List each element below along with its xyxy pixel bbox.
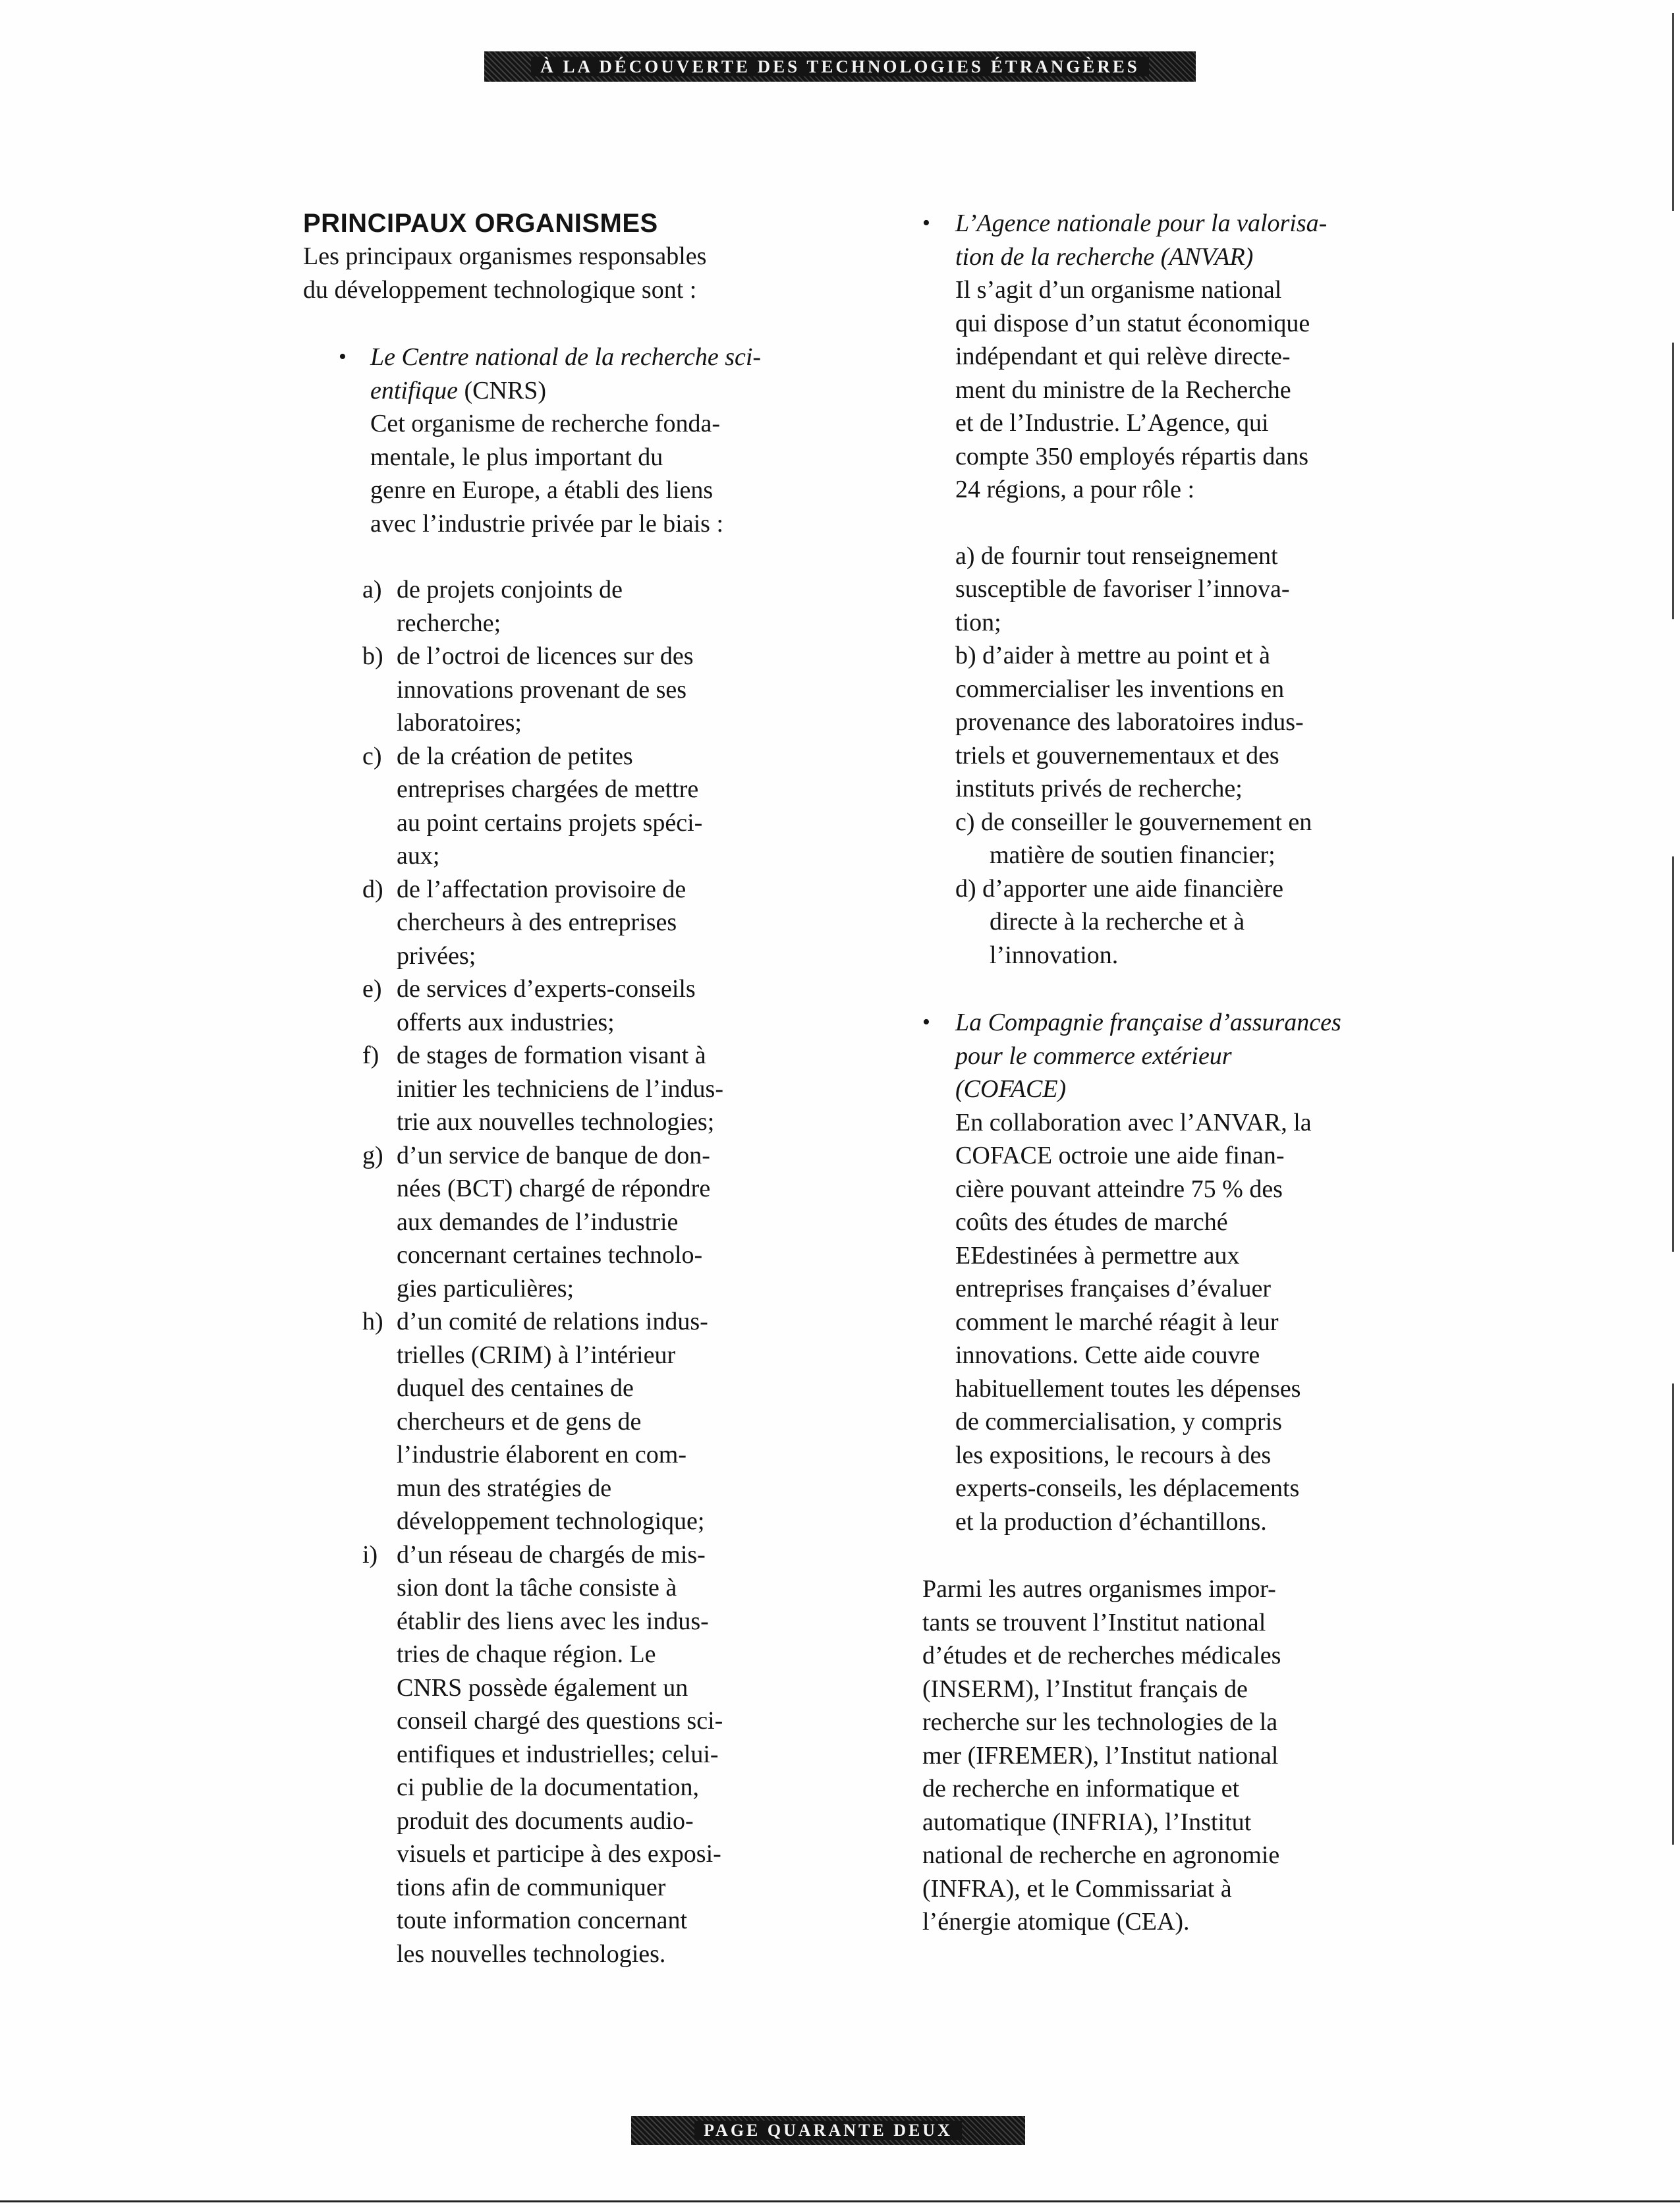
- list-item-line: d’un comité de relations indus-: [397, 1308, 708, 1335]
- list-item-line: CNRS possède également un: [397, 1673, 688, 1702]
- list-item: [362, 1538, 804, 1971]
- coface-body-line: COFACE octroie une aide finan-: [955, 1142, 1285, 1169]
- list-item-label: h): [362, 1308, 383, 1335]
- list-item-line: trie aux nouvelles technologies;: [397, 1108, 715, 1136]
- list-item-line: recherche;: [397, 609, 501, 637]
- list-item-line: commercialiser les inventions en: [955, 675, 1285, 703]
- list-item-line: innovations provenant de ses: [397, 675, 687, 704]
- cnrs-body-line: Cet organisme de recherche fonda-: [370, 410, 721, 437]
- list-item-line: de la création de petites: [397, 742, 633, 770]
- anvar-title-line: tion de la recherche (ANVAR): [955, 242, 1254, 271]
- list-item-line: d) d’apporter une aide financière: [955, 874, 1283, 903]
- list-item-line: chercheurs à des entreprises: [397, 908, 677, 936]
- cnrs-list: [362, 573, 804, 1970]
- list-item: [362, 1039, 804, 1139]
- anvar-body-line: 24 régions, a pour rôle :: [955, 476, 1195, 503]
- scan-edge-line: [1672, 856, 1674, 1252]
- coface-body-line: comment le marché réagit à leur: [955, 1308, 1279, 1336]
- coface-body-line: les expositions, le recours à des: [955, 1441, 1272, 1469]
- coface-body-line: et la production d’échantillons.: [955, 1507, 1267, 1536]
- list-item-line: de l’affectation provisoire de: [397, 875, 686, 903]
- list-item-line: offerts aux industries;: [397, 1008, 615, 1036]
- left-column: [303, 207, 804, 1970]
- bullet-dot-icon: •: [922, 211, 930, 235]
- list-item-label: d): [362, 875, 383, 903]
- coface-entry: [922, 1006, 1397, 1538]
- list-item-line: de projets conjoints de: [397, 576, 623, 603]
- intro-line: Les principaux organismes responsables: [303, 242, 707, 270]
- list-item-line: c) de conseiller le gouvernement en: [955, 808, 1312, 836]
- list-item-line: duquel des centaines de: [397, 1374, 634, 1402]
- scan-bottom-rule: [0, 2200, 1680, 2202]
- list-item-line: sion dont la tâche consiste à: [397, 1574, 677, 1602]
- coface-body-line: experts-conseils, les déplacements: [955, 1474, 1300, 1502]
- list-item-line: tion;: [955, 608, 1001, 636]
- coface-body-line: cière pouvant atteindre 75 % des: [955, 1175, 1283, 1203]
- cnrs-body-line: mentale, le plus important du: [370, 443, 663, 471]
- list-item-line: b) d’aider à mettre au point et à: [955, 642, 1270, 669]
- list-item-line: susceptible de favoriser l’innova-: [955, 575, 1290, 603]
- section-banner: [484, 51, 1196, 82]
- closing-line: Parmi les autres organismes impor-: [922, 1575, 1276, 1603]
- section-banner-text: À LA DÉCOUVERTE DES TECHNOLOGIES ÉTRANGÈRES: [531, 57, 1149, 76]
- bullet-dot-icon: •: [922, 1010, 930, 1034]
- list-item-label: g): [362, 1141, 383, 1169]
- coface-title-line: pour le commerce extérieur: [955, 1042, 1232, 1070]
- list-item-line: conseil chargé des questions sci-: [397, 1707, 723, 1735]
- closing-line: tants se trouvent l’Institut national: [922, 1608, 1266, 1636]
- list-item-line: tions afin de communiquer: [397, 1873, 666, 1901]
- closing-line: (INFRA), et le Commissariat à: [922, 1874, 1232, 1903]
- closing-line: automatique (INFRIA), l’Institut: [922, 1808, 1252, 1836]
- section-heading: PRINCIPAUX ORGANISMES: [303, 209, 658, 238]
- list-item-line: aux;: [397, 842, 440, 870]
- cnrs-entry: [303, 341, 804, 540]
- list-item-line: produit des documents audio-: [397, 1806, 694, 1835]
- list-item-line: visuels et participe à des exposi-: [397, 1840, 721, 1868]
- list-item-label: f): [362, 1042, 379, 1069]
- list-item: [362, 573, 804, 640]
- anvar-body-line: indépendant et qui relève directe-: [955, 343, 1291, 370]
- list-item-line: initier les techniciens de l’indus-: [397, 1075, 723, 1103]
- list-item-line: concernant certaines technolo-: [397, 1241, 703, 1269]
- anvar-entry: [922, 207, 1397, 972]
- list-item-line: triels et gouvernementaux et des: [955, 741, 1279, 769]
- list-item: [362, 873, 804, 973]
- list-item-line: établir des liens avec les indus-: [397, 1607, 709, 1635]
- anvar-body-line: ment du ministre de la Recherche: [955, 376, 1291, 404]
- page-number-text: PAGE QUARANTE DEUX: [694, 2121, 962, 2140]
- list-item: [955, 540, 1397, 640]
- closing-line: national de recherche en agronomie: [922, 1841, 1280, 1869]
- list-item-line: privées;: [397, 941, 476, 970]
- list-item-line: instituts privés de recherche;: [955, 775, 1243, 802]
- list-item-line: entreprises chargées de mettre: [397, 775, 699, 803]
- cnrs-body-line: genre en Europe, a établi des liens: [370, 476, 714, 504]
- list-item-line: entifiques et industrielles; celui-: [397, 1740, 719, 1768]
- anvar-body-line: compte 350 employés répartis dans: [955, 442, 1309, 470]
- closing-paragraph: [922, 1573, 1397, 1939]
- list-item-line: de stages de formation visant à: [397, 1042, 706, 1069]
- list-item-line: développement technologique;: [397, 1507, 705, 1535]
- closing-line: de recherche en informatique et: [922, 1775, 1240, 1802]
- anvar-list: [955, 540, 1397, 972]
- cnrs-abbreviation: (CNRS): [457, 376, 547, 405]
- list-item-line: au point certains projets spéci-: [397, 808, 703, 837]
- scan-edge-line: [1672, 343, 1674, 619]
- list-item-label: i): [362, 1540, 378, 1569]
- list-item-label: a): [362, 576, 382, 603]
- bullet-dot-icon: •: [339, 345, 347, 369]
- list-item-line: l’industrie élaborent en com-: [397, 1441, 687, 1468]
- list-item: [362, 1139, 804, 1306]
- list-item: [362, 740, 804, 873]
- cnrs-title-line: entifique: [370, 376, 458, 405]
- coface-body-line: innovations. Cette aide couvre: [955, 1341, 1260, 1369]
- cnrs-body-line: avec l’industrie privée par le biais :: [370, 509, 724, 538]
- list-item-line: d’un réseau de chargés de mis-: [397, 1540, 706, 1569]
- coface-body-line: habituellement toutes les dépenses: [955, 1374, 1301, 1403]
- anvar-body-line: et de l’Industrie. L’Agence, qui: [955, 409, 1269, 437]
- list-item-line: mun des stratégies de: [397, 1474, 612, 1502]
- list-item: [955, 872, 1397, 972]
- list-item: [362, 972, 804, 1039]
- coface-body-line: entreprises françaises d’évaluer: [955, 1275, 1271, 1302]
- intro-paragraph: [303, 240, 804, 306]
- page-number-banner: [631, 2116, 1025, 2145]
- list-item-label: c): [362, 742, 382, 770]
- list-item-line: directe à la recherche et à: [990, 908, 1245, 936]
- closing-line: recherche sur les technologies de la: [922, 1708, 1278, 1736]
- closing-line: (INSERM), l’Institut français de: [922, 1675, 1248, 1703]
- closing-line: mer (IFREMER), l’Institut national: [922, 1741, 1279, 1770]
- right-column: [922, 207, 1397, 1939]
- list-item-line: les nouvelles technologies.: [397, 1940, 666, 1968]
- anvar-body-line: Il s’agit d’un organisme national: [955, 276, 1282, 304]
- list-item-line: toute information concernant: [397, 1907, 688, 1934]
- closing-line: l’énergie atomique (CEA).: [922, 1908, 1190, 1936]
- list-item: [955, 806, 1397, 872]
- coface-body-line: de commercialisation, y compris: [955, 1408, 1282, 1436]
- list-item-line: de l’octroi de licences sur des: [397, 642, 694, 670]
- list-item-line: gies particulières;: [397, 1274, 574, 1302]
- coface-body-line: En collaboration avec l’ANVAR, la: [955, 1108, 1312, 1136]
- anvar-body-line: qui dispose d’un statut économique: [955, 309, 1310, 337]
- list-item-line: nées (BCT) chargé de répondre: [397, 1175, 711, 1202]
- coface-body-line: EEdestinées à permettre aux: [955, 1241, 1240, 1270]
- list-item-line: laboratoires;: [397, 709, 522, 737]
- list-item-line: ci publie de la documentation,: [397, 1774, 700, 1801]
- list-item-line: provenance des laboratoires indus-: [955, 708, 1304, 736]
- list-item-line: de services d’experts-conseils: [397, 975, 696, 1003]
- list-item-label: e): [362, 975, 382, 1003]
- list-item-line: l’innovation.: [990, 941, 1119, 969]
- list-item-line: tries de chaque région. Le: [397, 1640, 656, 1668]
- coface-title-line: La Compagnie française d’assurances: [955, 1009, 1341, 1036]
- coface-title-line: (COFACE): [955, 1075, 1067, 1103]
- scan-edge-line: [1672, 13, 1674, 211]
- list-item: [362, 1305, 804, 1538]
- closing-line: d’études et de recherches médicales: [922, 1642, 1281, 1669]
- anvar-title-line: L’Agence nationale pour la valorisa-: [955, 210, 1328, 237]
- scan-edge-line: [1672, 1383, 1674, 1845]
- list-item-line: chercheurs et de gens de: [397, 1407, 642, 1436]
- list-item-line: aux demandes de l’industrie: [397, 1208, 679, 1236]
- intro-line: du développement technologique sont :: [303, 275, 697, 304]
- list-item: [955, 639, 1397, 806]
- list-item-line: d’un service de banque de don-: [397, 1141, 710, 1169]
- list-item-line: a) de fournir tout renseignement: [955, 542, 1278, 570]
- list-item: [362, 640, 804, 740]
- list-item-line: matière de soutien financier;: [990, 841, 1275, 869]
- coface-body-line: coûts des études de marché: [955, 1208, 1228, 1236]
- list-item-line: trielles (CRIM) à l’intérieur: [397, 1341, 676, 1369]
- cnrs-title-line: Le Centre national de la recherche sci-: [370, 343, 762, 371]
- list-item-label: b): [362, 642, 383, 670]
